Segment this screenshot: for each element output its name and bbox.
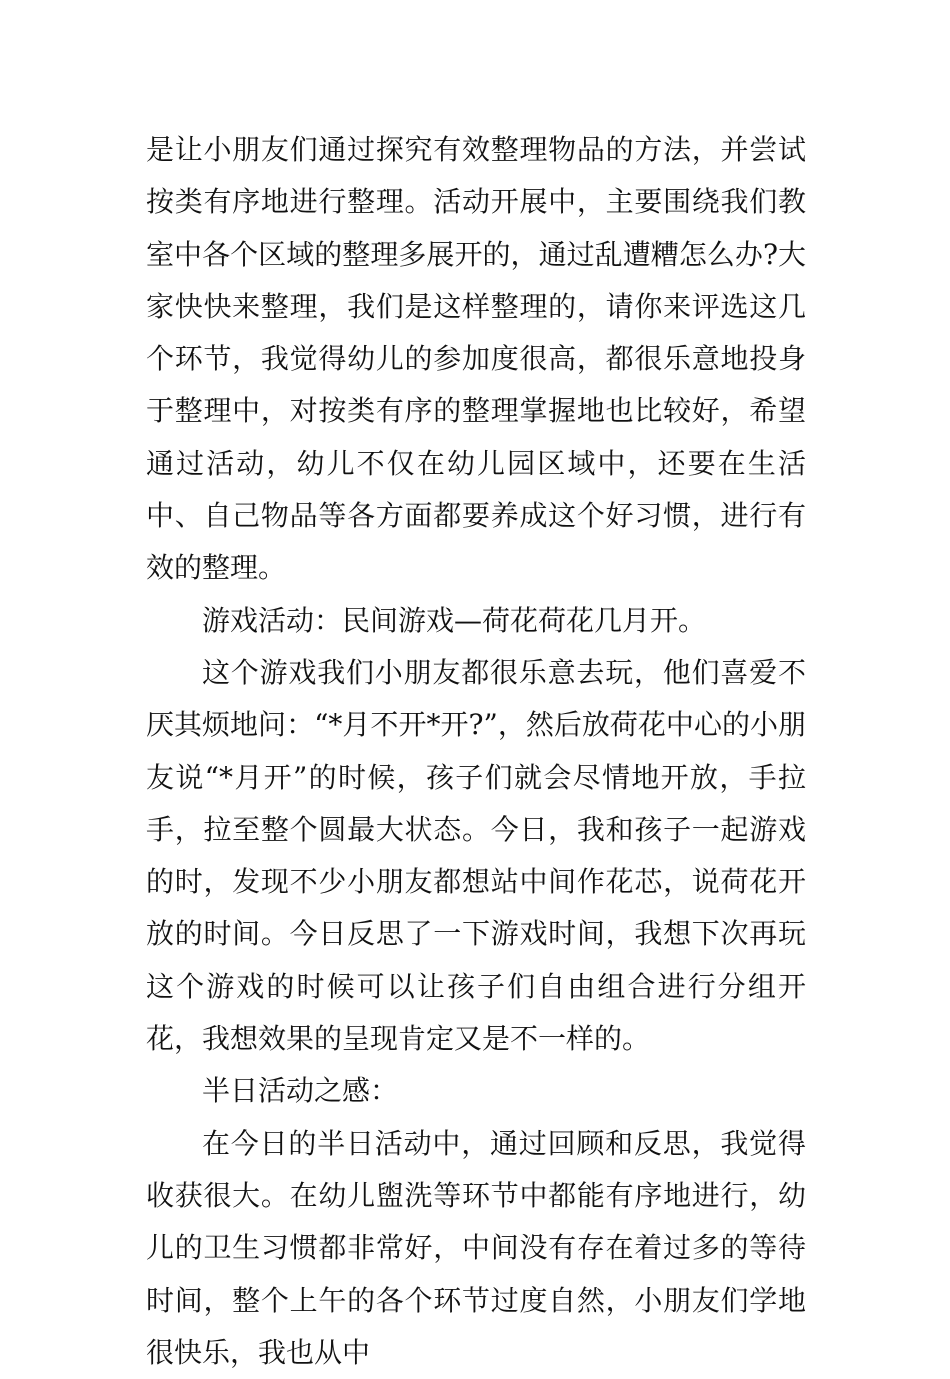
paragraph-game-activity-heading: 游戏活动：民间游戏—荷花荷花几月开。 (202, 603, 707, 637)
paragraph-game-reflection: 这个游戏我们小朋友都很乐意去玩，他们喜爱不厌其烦地问：“*月不开*开?”，然后放荷花中心的小朋友说“*月开”的时候，孩子们就会尽情地开放，手拉手，拉至整个圆最大状态。今日，我和孩子一起游戏的时，发现不少小朋友都想站中间作花芯，说荷花开放的时间。今日反思了一下游戏时间，我想下次再玩这个游戏的时候可以让孩子们自由组合进行分组开花，我想效果的呈现肯定又是不一样的。 (146, 655, 806, 1056)
paragraph-half-day-heading: 半日活动之感： (202, 1074, 399, 1108)
document-page (146, 124, 806, 1379)
paragraph-half-day-reflection: 在今日的半日活动中，通过回顾和反思，我觉得收获很大。在幼儿盥洗等环节中都能有序地进行，幼儿的卫生习惯都非常好，中间没有存在着过多的等待时间，整个上午的各个环节过度自然，小朋友们学地很快乐，我也从中 (146, 1126, 806, 1369)
paragraph-整理活动-continuation: 是让小朋友们通过探究有效整理物品的方法，并尝试按类有序地进行整理。活动开展中，主要围绕我们教室中各个区域的整理多展开的，通过乱遭糟怎么办?大家快快来整理，我们是这样整理的，请你来评选这几个环节，我觉得幼儿的参加度很高，都很乐意地投身于整理中，对按类有序的整理掌握地也比较好，希望通过活动，幼儿不仅在幼儿园区域中，还要在生活中、自己物品等各方面都要养成这个好习惯，进行有效的整理。 (146, 133, 806, 585)
